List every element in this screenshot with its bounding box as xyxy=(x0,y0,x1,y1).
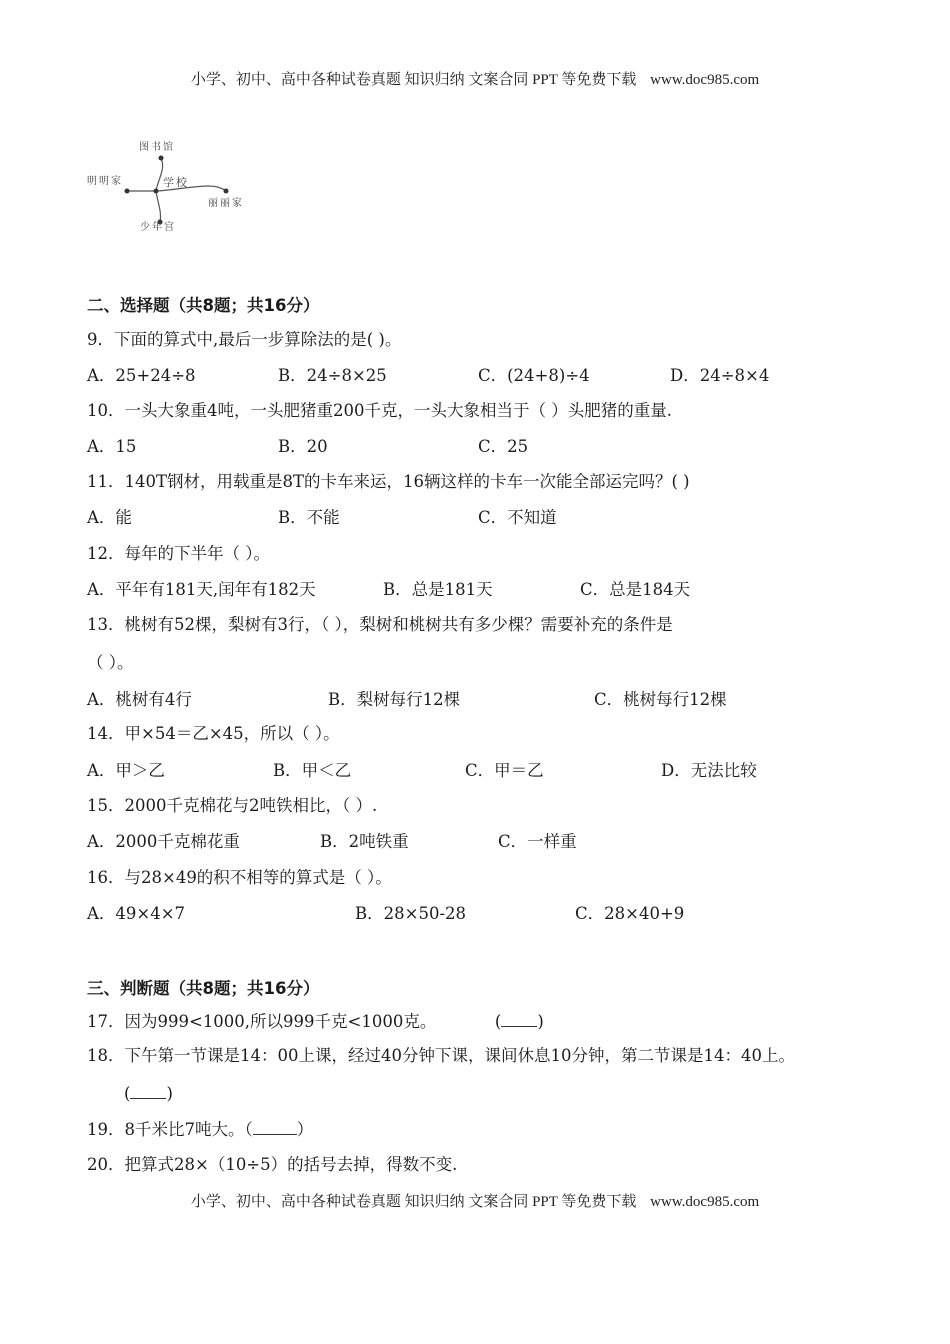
question-12-option-c: C．总是184天 xyxy=(580,580,691,599)
question-11-stem: 11．140T钢材，用载重是8T的卡车来运，16辆这样的卡车一次能全部运完吗？( ) xyxy=(87,472,690,491)
header-text: 小学、初中、高中各种试卷真题 知识归纳 文案合同 PPT 等免费下载 xyxy=(190,72,637,88)
question-11-option-b: B．不能 xyxy=(278,508,340,527)
question-13-option-c: C．桃树每行12棵 xyxy=(594,690,727,709)
question-12-option-a: A．平年有181天,闰年有182天 xyxy=(87,580,316,599)
question-14-option-c: C．甲＝乙 xyxy=(465,761,544,780)
question-17 xyxy=(87,1010,544,1033)
question-17-answer-close: ) xyxy=(537,1012,544,1031)
page-header xyxy=(0,68,950,89)
question-11-option-a: A．能 xyxy=(87,508,132,527)
question-16-option-c: C．28×40+9 xyxy=(575,904,685,923)
question-12-stem: 12．每年的下半年（ ）。 xyxy=(87,544,270,563)
question-13-stem-continued: （ ）。 xyxy=(87,653,134,672)
question-16-option-a: A．49×4×7 xyxy=(87,904,186,923)
section-title-true-false: 三、判断题（共8题；共16分） xyxy=(87,979,320,998)
footer-text: 小学、初中、高中各种试卷真题 知识归纳 文案合同 PPT 等免费下载 xyxy=(190,1194,637,1210)
question-15-stem: 15．2000千克棉花与2吨铁相比，（ ）. xyxy=(87,796,378,815)
question-11-option-c: C．不知道 xyxy=(478,508,557,527)
question-14-option-d: D．无法比较 xyxy=(661,761,757,780)
question-17-answer-open: ( xyxy=(494,1012,502,1031)
question-9-option-c: C．(24+8)÷4 xyxy=(478,366,590,385)
map-label-school: 学校 xyxy=(163,176,189,189)
question-14-option-a: A．甲＞乙 xyxy=(87,761,165,780)
question-12-option-b: B．总是181天 xyxy=(383,580,493,599)
section-title-multiple-choice: 二、选择题（共8题；共16分） xyxy=(87,296,320,315)
question-19 xyxy=(87,1118,313,1141)
question-10-stem: 10．一头大象重4吨，一头肥猪重200千克，一头大象相当于（ ）头肥猪的重量. xyxy=(87,401,672,420)
footer-url: www.doc985.com xyxy=(650,1194,760,1210)
question-15-option-c: C．一样重 xyxy=(498,832,577,851)
question-9-option-a: A．25+24÷8 xyxy=(87,366,196,385)
question-10-option-c: C．25 xyxy=(478,437,529,456)
map-label-lili-home: 丽丽家 xyxy=(208,198,244,209)
question-9-option-b: B．24÷8×25 xyxy=(278,366,387,385)
header-url: www.doc985.com xyxy=(650,72,760,88)
map-label-youth-palace: 少年宫 xyxy=(140,222,176,233)
question-17-stem: 17．因为999<1000,所以999千克<1000克。 xyxy=(87,1012,437,1031)
question-18-answer-open: ( xyxy=(124,1084,131,1103)
question-16-stem: 16．与28×49的积不相等的算式是（ ）。 xyxy=(87,868,392,887)
question-14-option-b: B．甲＜乙 xyxy=(273,761,352,780)
page-footer xyxy=(0,1190,950,1211)
question-18-answer-close: ) xyxy=(166,1084,173,1103)
question-19-answer-open: （ xyxy=(244,1120,253,1139)
question-20-stem: 20．把算式28×（10÷5）的括号去掉，得数不变. xyxy=(87,1155,458,1174)
question-13-option-b: B．梨树每行12棵 xyxy=(328,690,461,709)
question-9-stem: 9．下面的算式中,最后一步算除法的是( )。 xyxy=(87,330,402,349)
question-15-option-b: B．2吨铁重 xyxy=(320,832,409,851)
map-label-library: 图书馆 xyxy=(139,142,175,153)
question-18-stem: 18．下午第一节课是14：00上课，经过40分钟下课，课间休息10分钟，第二节课是14：40上。 xyxy=(87,1046,795,1065)
map-figure xyxy=(84,134,264,244)
question-15-option-a: A．2000千克棉花重 xyxy=(87,832,240,851)
question-16-option-b: B．28×50-28 xyxy=(355,904,467,923)
question-10-option-a: A．15 xyxy=(87,437,137,456)
question-19-answer-blank[interactable] xyxy=(253,1118,297,1135)
question-13-stem: 13．桃树有52棵，梨树有3行，（ ），梨树和桃树共有多少棵？需要补充的条件是 xyxy=(87,615,673,634)
question-10-option-b: B．20 xyxy=(278,437,328,456)
question-9-option-d: D．24÷8×4 xyxy=(670,366,770,385)
question-13-option-a: A．桃树有4行 xyxy=(87,690,192,709)
question-14-stem: 14．甲×54＝乙×45，所以（ ）。 xyxy=(87,724,340,743)
question-17-answer-blank[interactable] xyxy=(501,1010,537,1027)
question-18-answer xyxy=(124,1082,173,1105)
map-label-mingming-home: 明明家 xyxy=(87,176,123,187)
question-18-answer-blank[interactable] xyxy=(130,1082,166,1099)
question-19-stem: 19．8千米比7吨大。 xyxy=(87,1120,245,1139)
question-19-answer-close: ） xyxy=(296,1120,314,1139)
